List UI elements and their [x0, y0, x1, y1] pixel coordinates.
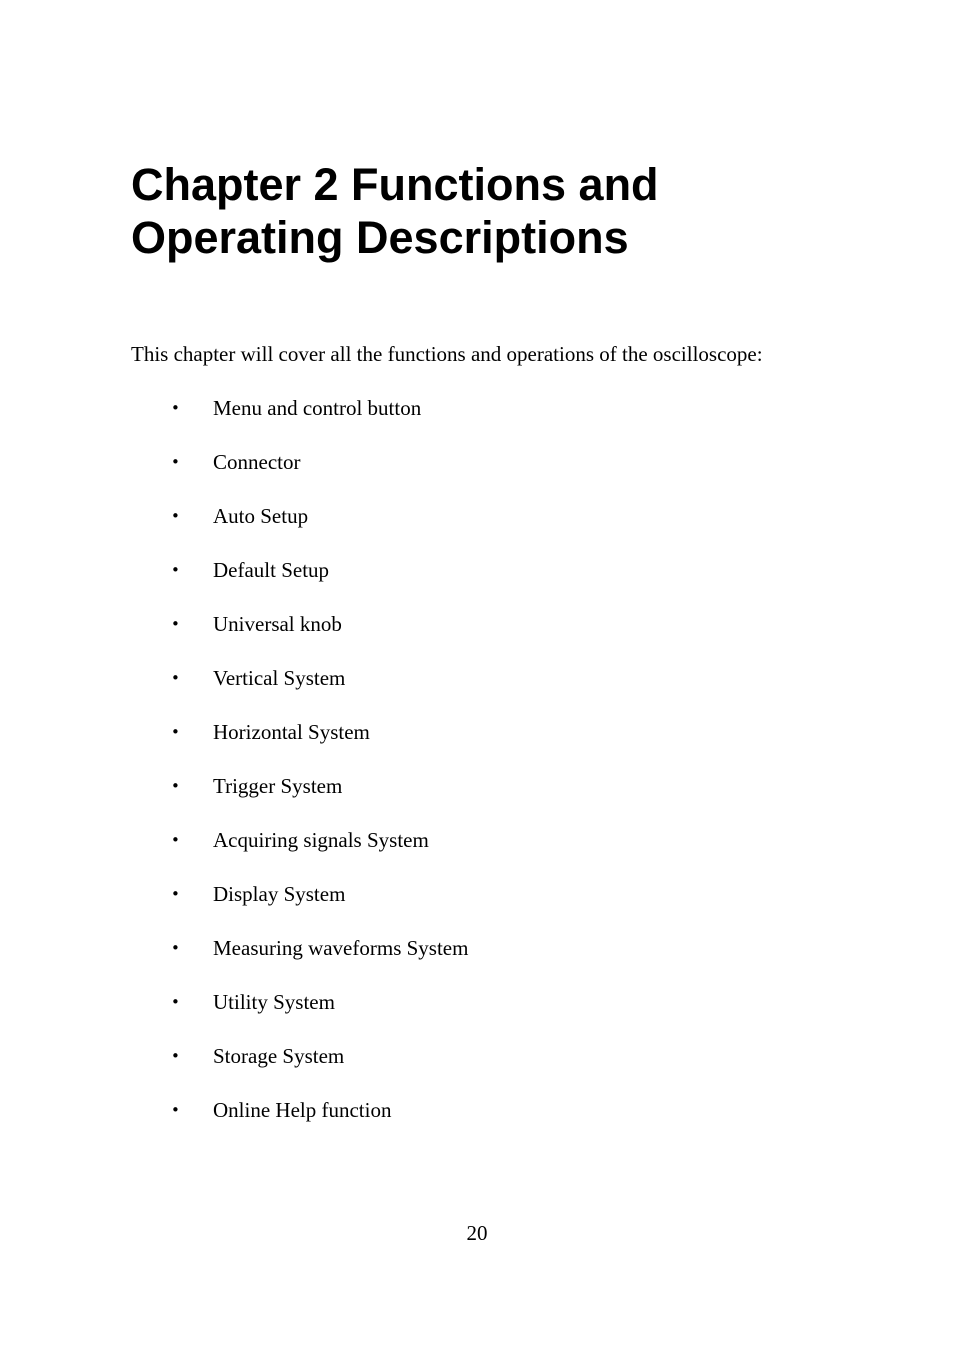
topic-label: Vertical System — [213, 666, 346, 690]
bullet-icon: • — [171, 453, 180, 471]
topic-label: Auto Setup — [213, 504, 309, 528]
topic-label: Menu and control button — [213, 396, 422, 420]
chapter-title — [131, 158, 891, 264]
bullet-icon: • — [171, 885, 180, 903]
bullet-icon: • — [171, 399, 180, 417]
intro-paragraph: This chapter will cover all the functions and operations of the oscilloscope: — [131, 342, 763, 366]
chapter-title-line-1: Chapter 2 Functions and — [131, 159, 659, 210]
bullet-icon: • — [171, 1101, 180, 1119]
topic-label: Universal knob — [213, 612, 342, 636]
topic-label: Trigger System — [213, 774, 343, 798]
chapter-title-line-2: Operating Descriptions — [131, 212, 629, 263]
topic-label: Acquiring signals System — [213, 828, 429, 852]
bullet-icon: • — [171, 723, 180, 741]
topic-label: Horizontal System — [213, 720, 370, 744]
bullet-icon: • — [171, 561, 180, 579]
topic-label: Display System — [213, 882, 346, 906]
bullet-icon: • — [171, 993, 180, 1011]
bullet-icon: • — [171, 669, 180, 687]
topic-label: Storage System — [213, 1044, 345, 1068]
page-number: 20 — [466, 1221, 488, 1245]
bullet-icon: • — [171, 777, 180, 795]
bullet-icon: • — [171, 831, 180, 849]
topic-label: Utility System — [213, 990, 335, 1014]
bullet-icon: • — [171, 1047, 180, 1065]
bullet-icon: • — [171, 939, 180, 957]
topic-label: Measuring waveforms System — [213, 936, 469, 960]
topic-label: Connector — [213, 450, 301, 474]
topic-label: Default Setup — [213, 558, 330, 582]
bullet-icon: • — [171, 507, 180, 525]
bullet-icon: • — [171, 615, 180, 633]
topic-label: Online Help function — [213, 1098, 392, 1122]
